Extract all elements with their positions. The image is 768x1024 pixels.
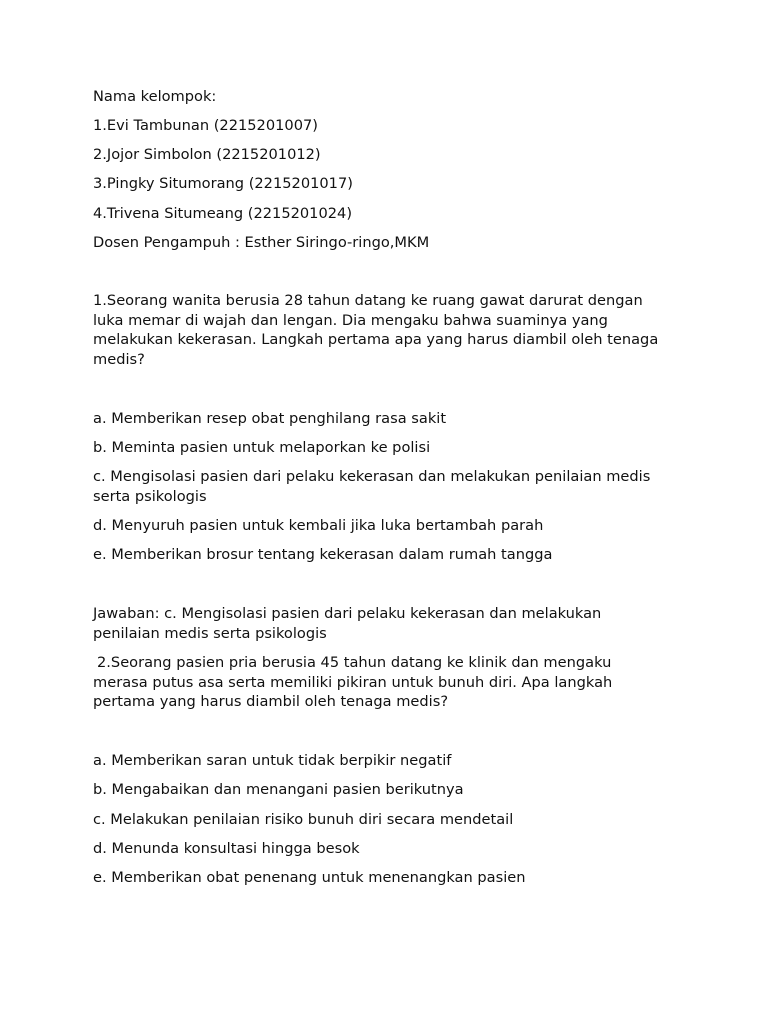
q2-option-d: d. Menunda konsultasi hingga besok [93, 840, 360, 857]
q1-option-e: e. Memberikan brosur tentang kekerasan dalam rumah tangga [93, 546, 553, 563]
q1-answer: Jawaban: c. Mengisolasi pasien dari pelaku kekerasan dan melakukan penilaian medis serta psikologis [93, 605, 602, 642]
member-4: 4.Trivena Situmeang (2215201024) [93, 205, 353, 222]
q2-option-e: e. Memberikan obat penenang untuk menenangkan pasien [93, 869, 526, 886]
q2-option-c: c. Melakukan penilaian risiko bunuh diri secara mendetail [93, 811, 514, 828]
member-3: 3.Pingky Situmorang (2215201017) [93, 175, 353, 192]
q1-option-d: d. Menyuruh pasien untuk kembali jika luka bertambah parah [93, 517, 544, 534]
lecturer-line: Dosen Pengampuh : Esther Siringo-ringo,MKM [93, 234, 430, 251]
question-2: 2.Seorang pasien pria berusia 45 tahun datang ke klinik dan mengaku merasa putus asa serta memiliki pikiran untuk bunuh diri. Apa langkah pertama yang harus diambil oleh tenaga medis? [93, 654, 613, 711]
q1-option-c: c. Mengisolasi pasien dari pelaku kekerasan dan melakukan penilaian medis serta psikologis [93, 468, 651, 505]
q2-option-b: b. Mengabaikan dan menangani pasien berikutnya [93, 781, 464, 798]
group-heading: Nama kelompok: [93, 88, 217, 105]
q2-option-a: a. Memberikan saran untuk tidak berpikir negatif [93, 752, 452, 769]
q1-option-a: a. Memberikan resep obat penghilang rasa sakit [93, 410, 447, 427]
question-1: 1.Seorang wanita berusia 28 tahun datang ke ruang gawat darurat dengan luka memar di wajah dan lengan. Dia mengaku bahwa suaminya yang melakukan kekerasan. Langkah pertama apa yang harus diambil oleh tenaga medis? [93, 292, 659, 368]
q1-option-b: b. Meminta pasien untuk melaporkan ke polisi [93, 439, 431, 456]
member-1: 1.Evi Tambunan (2215201007) [93, 117, 318, 134]
member-2: 2.Jojor Simbolon (2215201012) [93, 146, 321, 163]
